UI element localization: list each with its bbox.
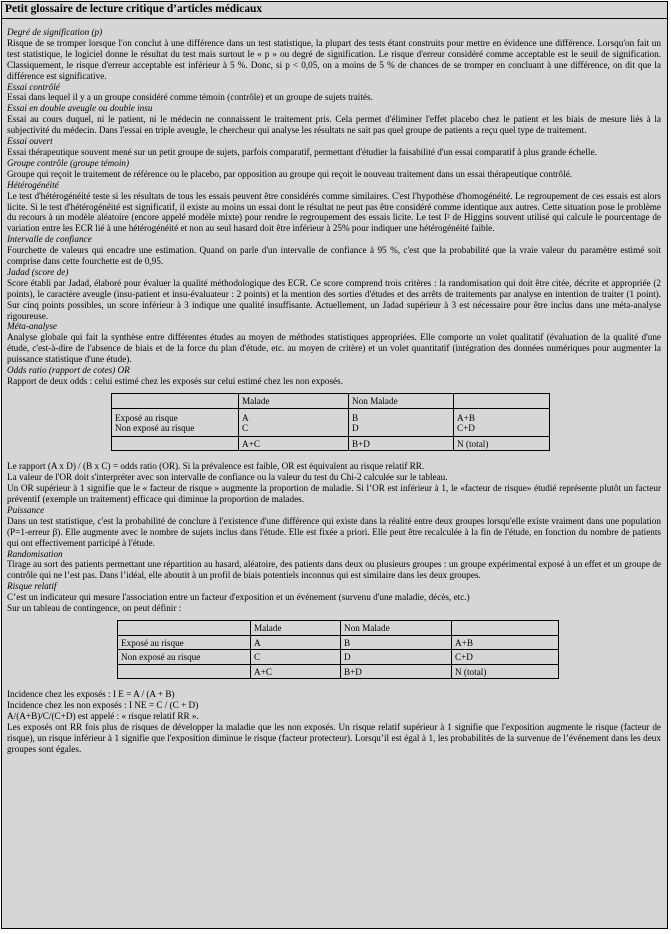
glossary-entry xyxy=(7,180,661,235)
table-header-row xyxy=(112,393,550,408)
cell-value: A+B xyxy=(457,412,475,423)
text-paragraph: Un OR supérieur à 1 signifie que le « facteur de risque » augmente la proportion de maladie. Si l’OR est inférieur à 1, le «facteur de risque» étudié représente plutôt un facteur préventif (exemple un traitement) efficace qui diminue la proportion de malades. xyxy=(7,483,661,504)
glossary-entry xyxy=(7,27,661,82)
entry-definition: Essai au cours duquel, ni le patient, ni le médecin ne connaissent le traitement pris. Cela permet d'éliminer l'effet placebo chez le patient et les biais de mesure liés à la subjectivité du médecin. Dans l'essai en triple aveugle, le chercheur qui analyse les résultats ne sait pas quel groupe de patients a reçu quel type de traitement. xyxy=(7,114,661,136)
row-label: Exposé au risque xyxy=(115,412,178,423)
table-cell: Exposé au risque xyxy=(118,635,251,650)
cell-value: D xyxy=(352,423,359,434)
odds-ratio-contingency-table xyxy=(111,393,550,451)
table-row xyxy=(118,664,559,679)
entry-definition: Essai thérapeutique souvent mené sur un petit groupe de sujets, parfois comparatif, permettant d'étudier la faisabilité d'un essai comparatif à plus grande échelle. xyxy=(7,146,597,157)
table-row xyxy=(118,650,559,665)
relative-risk-contingency-table xyxy=(117,620,559,679)
cell-value: A xyxy=(242,412,249,423)
table-cell xyxy=(112,393,239,408)
table-cell: D xyxy=(341,650,452,665)
entry-definition: Dans un test statistique, c'est la probabilité de conclure à l'existence d'une différence qui existe dans la réalité entre deux groupes lorsqu'elle existe vraiment dans une population (P=1-erreur β). Elle augmente avec le nombre de sujets inclus dans l'étude. Elle est fixée a priori. Elle peut être recalculée à la fin de l'étude, en fonction du nombre de patients qui ont effectivement participé à l'étude. xyxy=(7,515,661,548)
entry-term: Degré de signification (p) xyxy=(7,27,103,37)
glossary-entry xyxy=(7,158,661,180)
table-cell: B+D xyxy=(349,436,454,451)
entry-term: Randomisation xyxy=(7,548,63,559)
glossary-entry xyxy=(7,581,661,603)
table-row xyxy=(112,436,550,451)
table-cell: C+D xyxy=(452,650,559,665)
entry-definition: Rapport de deux odds : celui estimé chez les exposés sur celui estimé chez les non exposés. xyxy=(7,376,344,386)
glossary-frame xyxy=(1,1,668,929)
row-label: Non exposé au risque xyxy=(115,423,195,434)
entry-definition: Essai dans lequel il y a un groupe considéré comme témoin (contrôle) et un groupe de sujets traités. xyxy=(7,92,373,103)
table-cell xyxy=(112,408,239,436)
entry-definition: Analyse globale qui fait la synthèse entre différentes études au moyen de méthodes statistiques appropriées. Elle comporte un volet qualitatif (évaluation de la qualité d'une étude, c'est-à-dire de l'absence de biais et de la force du plan d'étude, etc. au moyen de critère) et un volet quantitatif (intégration des données numériques pour augmenter la puissance statistique d'une étude). xyxy=(7,332,661,365)
entry-term: Intervalle de confiance xyxy=(7,234,92,245)
glossary-entry xyxy=(7,365,661,387)
table-row xyxy=(118,635,559,650)
glossary-entry xyxy=(7,505,661,549)
table-cell: B xyxy=(341,635,452,650)
table-cell xyxy=(112,436,239,451)
cell-value: C+D xyxy=(457,423,475,434)
glossary-entry xyxy=(7,267,661,322)
glossary-entry xyxy=(7,321,661,365)
table-cell: N (total) xyxy=(452,664,559,679)
glossary-entry xyxy=(7,82,661,104)
table-cell: Non Malade xyxy=(341,620,452,635)
entry-term: Essai ouvert xyxy=(7,136,53,147)
table-cell: Non Malade xyxy=(349,393,454,408)
table-cell: A+C xyxy=(239,436,349,451)
entry-definition: Score établi par Jadad, élaboré pour évaluer la qualité méthodologique des ECR. Ce score comprend trois critères : la randomisation qui doit être citée, décrite et appropriée (2 points), le caractère aveugle (insu-patient et insu-évaluateur : 2 points) et la mention des sorties d'études et des arrêts de traitements par analyse en intention de traiter (1 point). Sur cinq points possibles, un score inférieur à 3 indique une qualité insuffisante. Actuellement, un Jadad supérieur à 3 est nécessaire pour être inclus dans une méta-analyse rigoureuse. xyxy=(7,277,661,321)
entry-definition: Groupe qui reçoit le traitement de référence ou le placebo, par opposition au groupe qui reçoit le nouveau traitement dans un essai thérapeutique contrôlé. xyxy=(7,168,573,179)
table-row xyxy=(112,408,550,436)
glossary-entry xyxy=(7,549,661,582)
entry-term: Méta-analyse xyxy=(7,321,58,332)
entry-term: Jadad (score de) xyxy=(7,266,69,277)
table-cell: Malade xyxy=(239,393,349,408)
cell-value: B xyxy=(352,412,359,423)
entry-definition: Fourchette de valeurs qui encadre une estimation. Quand on parle d'un intervalle de confiance à 95 %, c'est que la probabilité que la vraie valeur du paramètre estimé soit comprise dans cette fourchette est de 0,95. xyxy=(7,245,661,267)
table-cell xyxy=(239,408,349,436)
entry-definition: Le test d'hétérogénéité teste si les résultats de tous les essais peuvent être considérés comme similaires. C'est l'hypothèse d'homogénéité. Le regroupement de ces essais est alors licite. Si le test d'hétérogénéité est significatif, il existe au moins un essai dont le résultat ne peut pas être considéré comme identique aux autres. Cette situation pose le problème du recours à un modèle aléatoire (encore appelé modèle mixte) pour rendre le regroupement des essais licite. Le test I² de Higgins souvent utilisé qui calcule le pourcentage de variation entre les ECR lié à une hétérogénéité et non au seul hasard doit être inférieur à 25% pour indiquer une hétérogénéité faible. xyxy=(7,190,661,234)
entry-term: Risque relatif xyxy=(7,581,57,592)
glossary-entry xyxy=(7,103,661,136)
entry-term: Hétérogénéité xyxy=(7,179,59,190)
glossary-entry xyxy=(7,136,661,158)
table-cell xyxy=(454,393,550,408)
table-cell: Non exposé au risque xyxy=(118,650,251,665)
text-line: A/(A+B)/C/(C+D) est appelé : « risque relatif RR ». xyxy=(7,711,199,722)
table-cell: C xyxy=(251,650,341,665)
entry-definition: Tirage au sort des patients permettant une répartition au hasard, aléatoire, des patients dans deux ou plusieurs groupes : un groupe expérimental exposé à un effet et un groupe de contrôle qui ne l’est pas. Dans l’idéal, elle aboutit à un profil de biais potentiels inconnus qui est similaire dans les deux groupes. xyxy=(7,559,661,581)
table-cell: A+C xyxy=(251,664,341,679)
table-cell: A xyxy=(251,635,341,650)
glossary-content xyxy=(2,19,667,755)
entry-term: Groupe contrôle (groupe témoin) xyxy=(7,157,130,168)
entry-term: Odds ratio (rapport de cotes) OR xyxy=(7,365,130,376)
glossary-entry xyxy=(7,234,661,267)
table-cell xyxy=(349,408,454,436)
entry-term: Essai contrôlé xyxy=(7,81,60,92)
entry-term: Puissance xyxy=(7,504,45,515)
text-line: Incidence chez les non exposés : I NE = C / (C + D) xyxy=(7,700,199,711)
table-cell: A+B xyxy=(452,635,559,650)
entry-definition: Risque de se tromper lorsque l'on conclut à une différence dans un test statistique, la plupart des tests étant construits pour mettre en évidence une différence. Lorsqu'on fait un test statistique, le logiciel donne le résultat du test mais surtout le « p » ou degré de signification. Le risque d'erreur considéré comme acceptable est le seuil de signification. Classiquement, le risque d'erreur acceptable est inférieur à 5 %. Donc, si p < 0,05, on a moins de 5 % de chances de se tromper en concluant à une différence, on dit que la différence est significative. xyxy=(7,37,661,81)
table-header-row xyxy=(118,620,559,635)
text-line: Incidence chez les exposés : I E = A / (A + B) xyxy=(7,689,175,700)
table-cell xyxy=(118,620,251,635)
text-line: Le rapport (A x D) / (B x C) = odds ratio (OR). Si la prévalence est faible, OR est équivalent au risque relatif RR. xyxy=(7,461,425,472)
text-line: La valeur de l'OR doit s'interpréter avec son intervalle de confiance ou la valeur du test du Chi-2 calculée sur le tableau. xyxy=(7,472,448,483)
text-line: Sur un tableau de contingence, on peut définir : xyxy=(7,603,182,614)
glossary-title: Petit glossaire de lecture critique d’articles médicaux xyxy=(2,2,667,19)
table-cell: Malade xyxy=(251,620,341,635)
entry-term: Essai en double aveugle ou double insu xyxy=(7,103,153,114)
table-cell: B+D xyxy=(341,664,452,679)
table-cell xyxy=(454,408,550,436)
text-paragraph: Les exposés ont RR fois plus de risques de développer la maladie que les non exposés. Un risque relatif supérieur à 1 signifie que l'exposition augmente le risque (facteur de risque), un risque inférieur à 1 signifie que l'exposition diminue le risque (facteur protecteur). Lorsqu’il est égal à 1, les probabilités de la survenue de l’événement dans les deux groupes sont égales. xyxy=(7,722,661,754)
cell-value: C xyxy=(242,423,249,434)
table-cell xyxy=(118,664,251,679)
table-cell xyxy=(452,620,559,635)
entry-definition: C’est un indicateur qui mesure l'association entre un facteur d'exposition et un événement (survenu d'une maladie, décès, etc.) xyxy=(7,592,470,603)
table-cell: N (total) xyxy=(454,436,550,451)
